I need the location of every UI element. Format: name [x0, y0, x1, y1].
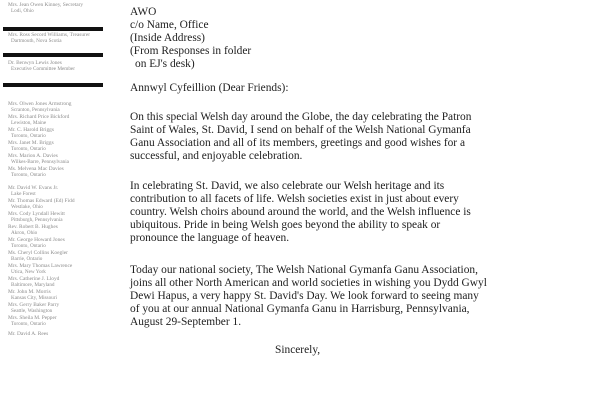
roster-place: Seattle, Washington: [11, 308, 53, 315]
text-line: Saint of Wales, St. David, I send on behalf of the Welsh National Gymanfa: [130, 124, 471, 136]
roster-name: Mrs. Janet M. Briggs: [8, 140, 54, 146]
text-line: ubiquitous. Pride in being Welsh goes beyond the ability to speak or: [130, 219, 441, 231]
roster-name: Mrs. Olwen Jones Armstrong: [8, 101, 72, 107]
roster-name: Ms. Cheryl Collins Koegler: [8, 250, 68, 256]
roster-entry: [8, 250, 104, 262]
text-line: Ganu Association and all of its members, greetings and good wishes for a: [130, 137, 466, 149]
paragraph-3: [130, 264, 598, 329]
roster-place: Scranton, Pennsylvania: [11, 107, 60, 114]
roster-place: Baltimore, Maryland: [11, 282, 55, 289]
officers-roster: [0, 0, 104, 400]
roster-name: Mrs. Sheila M. Pepper: [8, 315, 57, 321]
roster-place: Lewiston, Maine: [11, 120, 47, 127]
roster-place: Westlake, Ohio: [11, 204, 43, 211]
text-line: August 29-September 1.: [130, 316, 242, 328]
roster-entry: [8, 2, 104, 14]
roster-entry: [8, 60, 104, 72]
roster-name: Rev. Robert B. Hughes: [8, 224, 58, 230]
roster-entry: [8, 315, 104, 327]
text-line: pronounce the language of heaven.: [130, 232, 290, 244]
paragraph-2: [130, 180, 598, 245]
roster-entry: [8, 166, 104, 178]
text-line: On this special Welsh day around the Globe, the day celebrating the Patron: [130, 111, 472, 123]
roster-place: Kansas City, Missouri: [11, 295, 57, 302]
roster-name: Mrs. Marion A. Davies: [8, 153, 58, 159]
roster-entry: [8, 211, 104, 223]
text-line: Dewi Hapus, a very happy St. David's Day. We look forward to seeing many: [130, 290, 479, 302]
roster-place: Pittsburgh, Pennsylvania: [11, 217, 63, 224]
roster-place: Toronto, Ontario: [11, 243, 46, 250]
roster-entry: [8, 302, 104, 314]
roster-place: Akron, Ohio: [11, 230, 38, 237]
redaction-bar: [3, 83, 103, 87]
text-line: country. Welsh choirs abound around the world, and the Welsh influence is: [130, 206, 471, 218]
roster-name: Ms. Melvena Mac Davies: [8, 166, 64, 172]
roster-name: Mr. C. Harold Briggs: [8, 127, 54, 133]
address-line: on EJ's desk): [135, 58, 195, 70]
roster-entry: [8, 289, 104, 301]
closing: Sincerely,: [275, 344, 321, 356]
roster-entry: [8, 237, 104, 249]
roster-name: Mr. David W. Evans Jr.: [8, 185, 59, 191]
roster-place: Executive Committee Member: [11, 66, 75, 73]
roster-name: Mr. George Howard Jones: [8, 237, 65, 243]
address-line: c/o Name, Office: [130, 19, 209, 31]
redaction-bar: [3, 27, 103, 31]
text-line: of you at our annual National Gymanfa Ganu in Harrisburg, Pennsylvania,: [130, 303, 470, 315]
roster-name: Mrs. Ross Secord Williams, Treasurer: [8, 32, 91, 38]
roster-entry: [8, 101, 104, 113]
roster-entry: [8, 140, 104, 152]
roster-name: Mrs. Cody Lyndall Hewitt: [8, 211, 65, 217]
text-line: In celebrating St. David, we also celebrate our Welsh heritage and its: [130, 180, 445, 192]
address-line: (Inside Address): [130, 32, 205, 44]
roster-place: Dartmouth, Nova Scotia: [11, 38, 62, 45]
roster-place: Toronto, Ontario: [11, 172, 46, 179]
roster-entry: [8, 32, 104, 44]
paragraph-1: [130, 111, 598, 163]
roster-entry: [8, 276, 104, 288]
roster-entry: [8, 331, 104, 337]
roster-place: Wilkes-Barre, Pennsylvania: [11, 159, 69, 166]
roster-place: Utica, New York: [11, 269, 46, 276]
roster-name: Mrs. Mary Thomas Lawrence: [8, 263, 73, 269]
roster-name: Mr. Thomas Edward (Ed) Fidd: [8, 198, 75, 204]
roster-name: Mrs. Richard Price Bickford: [8, 114, 70, 120]
roster-name: Mrs. Gerry Baker Parry: [8, 302, 60, 308]
roster-name: Mrs. Jean Owen Kinney, Secretary: [8, 2, 84, 8]
roster-place: Toronto, Ontario: [11, 146, 46, 153]
roster-name: Dr. Benwyn Lewis Jones: [8, 60, 62, 66]
roster-entry: [8, 114, 104, 126]
roster-name: Mr. David A. Rees: [8, 331, 49, 337]
roster-place: Lake Forest: [11, 191, 36, 198]
roster-place: Toronto, Ontario: [11, 133, 46, 140]
roster-place: Lodi, Ohio: [11, 8, 34, 15]
address-line: (From Responses in folder: [130, 45, 252, 57]
roster-entry: [8, 153, 104, 165]
roster-name: Mr. John M. Morris: [8, 289, 51, 295]
redaction-bar: [3, 53, 103, 57]
roster-entry: [8, 263, 104, 275]
text-line: Today our national society, The Welsh National Gymanfa Ganu Association,: [130, 264, 478, 276]
text-line: successful, and enjoyable celebration.: [130, 150, 303, 162]
text-line: contribution to all facets of life. Welsh societies exist in just about every: [130, 193, 459, 205]
salutation: Annwyl Cyfeillion (Dear Friends):: [130, 82, 289, 94]
address-line: AWO: [130, 6, 157, 18]
roster-place: Toronto, Ontario: [11, 321, 46, 328]
roster-entry: [8, 224, 104, 236]
text-line: joins all other North American and world societies in wishing you Dydd Gwyl: [130, 277, 487, 289]
roster-place: Barrie, Ontario: [11, 256, 43, 263]
roster-name: Mrs. Catherine J. Lloyd: [8, 276, 60, 282]
roster-entry: [8, 185, 104, 197]
roster-entry: [8, 198, 104, 210]
roster-entry: [8, 127, 104, 139]
